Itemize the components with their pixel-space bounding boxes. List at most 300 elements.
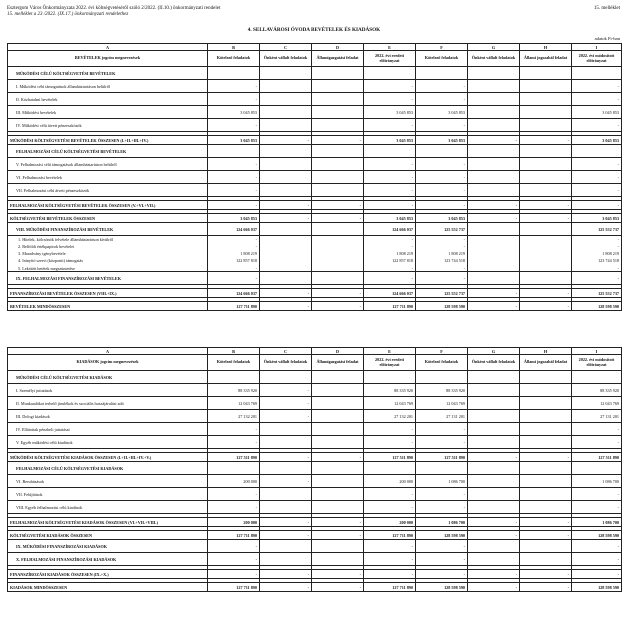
column-letter: D	[312, 44, 364, 51]
value-cell: -	[364, 570, 416, 579]
value-cell: -	[260, 518, 312, 527]
value-cell: -	[416, 540, 468, 553]
value-cell	[520, 423, 572, 436]
row-label: V. Felhalmozási célú támogatások államháztartáson belülről	[8, 158, 208, 171]
column-letter: B	[208, 44, 260, 51]
value-cell: -	[208, 570, 260, 579]
value-cell: -	[208, 201, 260, 210]
column-header-row	[8, 51, 622, 67]
value-cell: -	[572, 158, 622, 171]
total-row	[8, 583, 622, 592]
total-row	[8, 531, 622, 540]
value-cell	[260, 67, 312, 80]
value-cell	[260, 184, 312, 197]
value-cell	[312, 145, 364, 158]
value-cell	[260, 145, 312, 158]
value-cell	[520, 93, 572, 106]
value-cell: -	[312, 531, 364, 540]
row-label: KÖLTSÉGVETÉSI KIADÁSOK ÖSSZESEN	[8, 531, 208, 540]
column-letter: C	[260, 348, 312, 355]
value-cell	[312, 371, 364, 384]
row-label: 1. Hitelek, kölcsönök felvétele államháztartáson kívülről	[18, 236, 114, 242]
value-cell: 1 086 700	[416, 518, 468, 527]
value-cell: -	[416, 93, 468, 106]
value-cell	[520, 384, 572, 397]
column-header: 2022. évi eredeti előirányzat	[364, 51, 416, 67]
value-cell: -	[312, 570, 364, 579]
value-cell	[572, 145, 622, 158]
value-cell	[312, 171, 364, 184]
table-row	[8, 410, 622, 423]
column-letter: F	[416, 44, 468, 51]
value-cell: 127 711 890	[208, 302, 260, 311]
value-cell	[260, 488, 312, 501]
value-cell: 123 744 518	[598, 258, 619, 264]
value-cell	[312, 67, 364, 80]
value-cell: -	[208, 171, 260, 184]
column-letter: E	[364, 44, 416, 51]
table-row	[8, 158, 622, 171]
value-cell: 128 598 590	[572, 302, 622, 311]
value-cell: -	[411, 265, 413, 271]
value-cell: -	[364, 540, 416, 553]
page-label: 15. melléklet	[593, 6, 620, 11]
value-cell	[312, 397, 364, 410]
value-cell: -	[208, 184, 260, 197]
row-label: III. Dologi kiadások	[8, 410, 208, 423]
value-cell	[312, 410, 364, 423]
value-cell: -	[416, 436, 468, 449]
value-cell: -	[617, 243, 619, 249]
value-cell: -	[416, 423, 468, 436]
value-cell: -	[463, 265, 465, 271]
value-cell	[260, 371, 312, 384]
value-cell: 200 000	[364, 475, 416, 488]
value-cell	[364, 145, 416, 158]
value-cell: -	[260, 410, 312, 423]
value-cell: -	[468, 570, 520, 579]
value-cell: -	[312, 302, 364, 311]
value-cell	[208, 371, 260, 384]
column-header: Államigazgatási feladat	[312, 355, 364, 371]
value-cell: 88 335 920	[572, 384, 622, 397]
value-cell: -	[468, 214, 520, 223]
value-cell	[520, 475, 572, 488]
value-cell	[312, 436, 364, 449]
row-label: VI. Felhalmozási bevételek	[8, 171, 208, 184]
value-cell: -	[364, 201, 416, 210]
total-row	[8, 289, 622, 298]
table-row	[8, 145, 622, 158]
value-cell: 3 045 853	[416, 214, 468, 223]
value-cell	[312, 93, 364, 106]
row-label: FINANSZÍROZÁSI BEVÉTELEK ÖSSZESEN (VIII.+IX.)	[8, 289, 208, 298]
total-row	[8, 214, 622, 223]
value-cell: -	[468, 136, 520, 145]
column-letter: B	[208, 348, 260, 355]
row-label: VIII. MŰKÖDÉSI FINANSZÍROZÁSI BEVÉTELEK	[8, 223, 208, 236]
value-cell	[468, 436, 520, 449]
table-row	[8, 119, 622, 132]
value-cell: 3 045 853	[208, 106, 260, 119]
value-cell	[260, 223, 312, 236]
value-cell	[208, 462, 260, 475]
value-cell: -	[260, 302, 312, 311]
value-cell: -	[520, 136, 572, 145]
value-cell-group	[572, 236, 622, 272]
value-cell: -	[416, 501, 468, 514]
value-cell: -	[416, 272, 468, 285]
value-cell: 127 511 890	[208, 453, 260, 462]
value-cell: 127 511 890	[364, 453, 416, 462]
row-label: FELHALMOZÁSI CÉLÚ KÖLTSÉGVETÉSI KIADÁSOK	[8, 462, 208, 475]
value-cell	[520, 171, 572, 184]
value-cell	[520, 106, 572, 119]
value-cell	[260, 540, 312, 553]
value-cell: 128 598 590	[572, 583, 622, 592]
value-cell	[260, 501, 312, 514]
value-cell: -	[520, 531, 572, 540]
value-cell	[260, 272, 312, 285]
column-header: Államigazgatási feladat	[312, 51, 364, 67]
value-cell: 127 711 890	[364, 583, 416, 592]
value-cell	[520, 272, 572, 285]
value-cell: -	[364, 553, 416, 566]
value-cell: 127 711 890	[208, 531, 260, 540]
row-label: X. FELHALMOZÁSI FINANSZÍROZÁSI KIADÁSOK	[8, 553, 208, 566]
value-cell	[468, 553, 520, 566]
value-cell	[260, 423, 312, 436]
value-cell	[468, 488, 520, 501]
table-row	[8, 488, 622, 501]
value-cell: 128 598 590	[416, 583, 468, 592]
value-cell: -	[468, 289, 520, 298]
value-cell	[468, 184, 520, 197]
value-cell	[520, 397, 572, 410]
value-cell: -	[312, 453, 364, 462]
total-row	[8, 201, 622, 210]
row-label: MŰKÖDÉSI KÖLTSÉGVETÉSI BEVÉTELEK ÖSSZESEN (I.+II.+III.+IV.)	[8, 136, 208, 145]
value-cell	[208, 67, 260, 80]
value-cell	[520, 145, 572, 158]
value-cell: 128 598 590	[416, 302, 468, 311]
table-row	[8, 80, 622, 93]
row-label: KIADÁSOK MINDÖSSZESEN	[8, 583, 208, 592]
value-cell	[520, 436, 572, 449]
value-cell	[520, 410, 572, 423]
value-cell: -	[260, 289, 312, 298]
value-cell: 3 045 853	[364, 136, 416, 145]
value-cell: -	[364, 436, 416, 449]
value-cell: 128 598 590	[416, 531, 468, 540]
page-title: 4. SELLAVÁROSI ÓVODA BEVÉTELEK ÉS KIADÁSOK	[247, 27, 381, 33]
value-cell: -	[364, 80, 416, 93]
value-cell: 1 086 700	[416, 475, 468, 488]
value-cell: 123 744 518	[444, 258, 465, 264]
column-header: KIADÁSOK jogcím megnevezések	[8, 355, 208, 371]
total-row	[8, 570, 622, 579]
value-cell: 127 711 890	[208, 583, 260, 592]
value-cell	[520, 223, 572, 236]
row-label: V. Egyéb működési célú kiadások	[8, 436, 208, 449]
value-cell	[468, 145, 520, 158]
header-line-2: 15. melléklet a 23 /2022. (IX.17.) önkormányzati rendelethez	[7, 12, 129, 17]
value-cell: 124 666 037	[364, 289, 416, 298]
value-cell	[312, 272, 364, 285]
value-cell	[260, 436, 312, 449]
value-cell: -	[364, 488, 416, 501]
value-cell: -	[572, 488, 622, 501]
value-cell: -	[416, 201, 468, 210]
value-cell: -	[260, 214, 312, 223]
column-letter: F	[416, 348, 468, 355]
column-header: BEVÉTELEK jogcím megnevezések	[8, 51, 208, 67]
value-cell	[468, 540, 520, 553]
total-row	[8, 453, 622, 462]
table-row	[8, 397, 622, 410]
value-cell: 3 045 853	[416, 136, 468, 145]
value-cell: -	[312, 214, 364, 223]
value-cell: 3 045 853	[208, 136, 260, 145]
value-cell	[312, 384, 364, 397]
value-cell: 3 045 853	[572, 136, 622, 145]
value-cell: -	[260, 201, 312, 210]
value-cell: -	[572, 540, 622, 553]
value-cell: -	[312, 136, 364, 145]
value-cell: 200 000	[208, 518, 260, 527]
value-cell	[572, 67, 622, 80]
column-header: Kötelező feladatok	[208, 355, 260, 371]
value-cell	[364, 462, 416, 475]
value-cell	[520, 501, 572, 514]
value-cell-group	[520, 236, 572, 272]
value-cell: -	[416, 80, 468, 93]
value-cell: -	[520, 518, 572, 527]
row-label: VI. Beruházások	[8, 475, 208, 488]
column-letter: A	[8, 44, 208, 51]
column-letter: H	[520, 44, 572, 51]
value-cell: 200 000	[208, 475, 260, 488]
value-cell	[312, 553, 364, 566]
value-cell: 128 598 590	[572, 531, 622, 540]
value-cell: -	[520, 214, 572, 223]
value-cell-group	[416, 236, 468, 272]
value-cell: -	[260, 583, 312, 592]
value-cell: -	[364, 184, 416, 197]
value-cell: -	[364, 158, 416, 171]
table-row	[8, 501, 622, 514]
value-cell	[468, 158, 520, 171]
table-row	[8, 184, 622, 197]
table-row	[8, 553, 622, 566]
value-cell: -	[468, 201, 520, 210]
table-row	[8, 223, 622, 236]
value-cell	[468, 93, 520, 106]
value-cell: 3 045 853	[364, 214, 416, 223]
value-cell	[260, 80, 312, 93]
value-cell: -	[572, 501, 622, 514]
value-cell: -	[208, 501, 260, 514]
value-cell: -	[572, 272, 622, 285]
value-cell: -	[208, 436, 260, 449]
value-cell	[260, 93, 312, 106]
value-cell	[520, 553, 572, 566]
column-letter: E	[364, 348, 416, 355]
value-cell: 27 132 201	[364, 410, 416, 423]
value-cell	[416, 145, 468, 158]
value-cell: 88 335 920	[208, 384, 260, 397]
value-cell: -	[463, 243, 465, 249]
value-cell: -	[572, 119, 622, 132]
value-cell: -	[364, 171, 416, 184]
column-letter: A	[8, 348, 208, 355]
value-cell: 88 335 920	[416, 384, 468, 397]
value-cell	[520, 462, 572, 475]
value-cell	[520, 371, 572, 384]
expense-table	[7, 347, 622, 592]
table-row	[8, 93, 622, 106]
total-row	[8, 518, 622, 527]
value-cell	[468, 410, 520, 423]
value-cell	[312, 488, 364, 501]
value-cell-group	[260, 236, 312, 272]
value-cell	[572, 371, 622, 384]
value-cell: -	[520, 201, 572, 210]
table-row	[8, 475, 622, 488]
table-row	[8, 436, 622, 449]
row-label: VII. Felhalmozási célú átvett pénzeszközök	[8, 184, 208, 197]
column-header: Kötelező feladatok	[208, 51, 260, 67]
row-label: MŰKÖDÉSI KÖLTSÉGVETÉSI KIADÁSOK ÖSSZESEN (I.+II.+III.+IV.+V.)	[8, 453, 208, 462]
column-letter: G	[468, 44, 520, 51]
value-cell	[520, 488, 572, 501]
column-header: Önként vállalt feladatok	[260, 51, 312, 67]
column-letter: D	[312, 348, 364, 355]
value-cell	[312, 106, 364, 119]
value-cell: -	[520, 453, 572, 462]
value-cell: -	[364, 93, 416, 106]
value-cell	[520, 67, 572, 80]
value-cell: -	[520, 583, 572, 592]
value-cell	[468, 272, 520, 285]
table-row	[8, 67, 622, 80]
value-cell	[312, 475, 364, 488]
value-cell: 12 043 769	[572, 397, 622, 410]
value-cell: 3 045 853	[364, 106, 416, 119]
value-cell	[468, 371, 520, 384]
value-cell: -	[255, 265, 257, 271]
column-header: 2022. évi eredeti előirányzat	[364, 355, 416, 371]
value-cell: 127 511 890	[572, 453, 622, 462]
value-cell: -	[208, 423, 260, 436]
value-cell	[416, 371, 468, 384]
value-cell: 125 552 737	[416, 223, 468, 236]
row-label: MŰKÖDÉSI CÉLÚ KÖLTSÉGVETÉSI KIADÁSOK	[8, 371, 208, 384]
row-label: IV. Ellátottak pénzbeli juttatásai	[8, 423, 208, 436]
value-cell: 3 045 853	[208, 214, 260, 223]
column-letter-row	[8, 44, 622, 51]
value-cell: -	[364, 272, 416, 285]
row-label: FINANSZÍROZÁSI KIADÁSOK ÖSSZESEN (IX.+X.)	[8, 570, 208, 579]
column-header: Önként vállalt feladatok	[260, 355, 312, 371]
value-cell: -	[255, 236, 257, 242]
table-row	[8, 106, 622, 119]
total-row	[8, 302, 622, 311]
value-cell	[208, 145, 260, 158]
row-label: IX. MŰKÖDÉSI FINANSZÍROZÁSI KIADÁSOK	[8, 540, 208, 553]
value-cell	[416, 462, 468, 475]
column-header: Önként vállalt feladatok	[468, 355, 520, 371]
row-label: I. Személyi juttatások	[8, 384, 208, 397]
revenue-table	[7, 43, 622, 311]
value-cell: -	[468, 531, 520, 540]
value-cell: -	[255, 243, 257, 249]
value-cell: 127 711 890	[364, 302, 416, 311]
table-row	[8, 423, 622, 436]
value-cell	[468, 171, 520, 184]
value-cell: 125 552 737	[572, 289, 622, 298]
row-label: 4. Irányító szervi (központi) támogatás	[18, 258, 84, 264]
column-header: Önként vállalt feladatok	[468, 51, 520, 67]
column-letter: G	[468, 348, 520, 355]
value-cell: -	[411, 243, 413, 249]
value-cell: 1 086 700	[572, 518, 622, 527]
value-cell	[520, 540, 572, 553]
value-cell: -	[416, 119, 468, 132]
column-letter: C	[260, 44, 312, 51]
value-cell: -	[468, 583, 520, 592]
value-cell-group	[208, 236, 260, 272]
table-row	[8, 462, 622, 475]
value-cell	[468, 106, 520, 119]
value-cell: -	[260, 453, 312, 462]
table-row	[8, 371, 622, 384]
value-cell: -	[208, 488, 260, 501]
value-cell: -	[312, 289, 364, 298]
row-label: FELHALMOZÁSI CÉLÚ KÖLTSÉGVETÉSI BEVÉTELEK	[8, 145, 208, 158]
column-letter: I	[572, 348, 622, 355]
value-cell: -	[260, 475, 312, 488]
row-label: VII. Felújítások	[8, 488, 208, 501]
value-cell: -	[617, 236, 619, 242]
value-cell	[468, 397, 520, 410]
value-cell	[520, 184, 572, 197]
total-row	[8, 136, 622, 145]
row-label: 3. Maradvány igénybevétele	[18, 251, 66, 256]
value-cell: 3 045 853	[572, 106, 622, 119]
value-cell: 1 808 219	[240, 251, 257, 256]
value-cell	[312, 462, 364, 475]
value-cell-group	[468, 236, 520, 272]
value-cell: -	[208, 80, 260, 93]
value-cell: 1 808 219	[602, 251, 619, 256]
value-cell: 124 666 037	[208, 289, 260, 298]
value-cell: -	[468, 518, 520, 527]
value-cell: -	[617, 265, 619, 271]
value-cell	[260, 553, 312, 566]
value-cell: 88 335 920	[364, 384, 416, 397]
value-cell	[364, 371, 416, 384]
value-cell: -	[416, 184, 468, 197]
value-cell: -	[312, 583, 364, 592]
value-cell: -	[463, 236, 465, 242]
value-cell	[312, 119, 364, 132]
value-cell: 12 043 769	[208, 397, 260, 410]
value-cell: -	[572, 423, 622, 436]
column-letter-row	[8, 348, 622, 355]
column-letter: H	[520, 348, 572, 355]
value-cell: 125 552 737	[416, 289, 468, 298]
